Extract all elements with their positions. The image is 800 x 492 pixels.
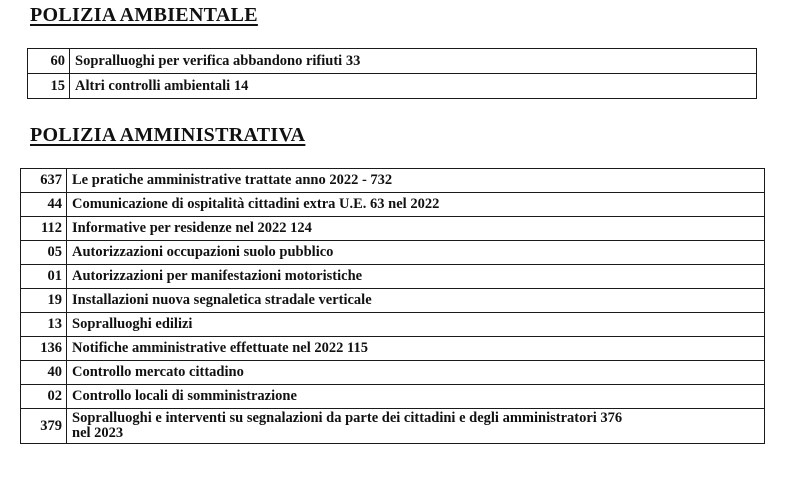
row-description: Autorizzazioni occupazioni suolo pubblico — [67, 241, 765, 265]
table-row — [21, 217, 765, 241]
row-count: 19 — [21, 289, 67, 313]
table-row — [21, 409, 765, 444]
table-row — [21, 337, 765, 361]
row-description: Comunicazione di ospitalità cittadini extra U.E. 63 nel 2022 — [67, 193, 765, 217]
row-count: 02 — [21, 385, 67, 409]
table-polizia-ambientale — [27, 48, 757, 99]
row-description: Autorizzazioni per manifestazioni motoristiche — [67, 265, 765, 289]
row-description: Le pratiche amministrative trattate anno 2022 - 732 — [67, 169, 765, 193]
row-description: Informative per residenze nel 2022 124 — [67, 217, 765, 241]
section-title-polizia-amministrativa: POLIZIA AMMINISTRATIVA — [30, 124, 306, 146]
section-title-polizia-ambientale: POLIZIA AMBIENTALE — [30, 4, 258, 26]
row-description: Controllo mercato cittadino — [67, 361, 765, 385]
row-count: 112 — [21, 217, 67, 241]
row-count: 637 — [21, 169, 67, 193]
row-description-line-2: nel 2023 — [72, 425, 124, 441]
row-count: 40 — [21, 361, 67, 385]
row-count: 379 — [21, 409, 67, 444]
table-row — [21, 313, 765, 337]
row-count: 60 — [28, 49, 70, 74]
row-description: Controllo locali di somministrazione — [67, 385, 765, 409]
row-description: Sopralluoghi per verifica abbandono rifiuti 33 — [70, 49, 757, 74]
row-count: 44 — [21, 193, 67, 217]
row-count: 01 — [21, 265, 67, 289]
table-row — [28, 74, 757, 99]
row-description: Notifiche amministrative effettuate nel 2022 115 — [67, 337, 765, 361]
table-polizia-amministrativa — [20, 168, 765, 444]
row-description-line-1: Sopralluoghi e interventi su segnalazioni da parte dei cittadini e degli amministratori 376 — [72, 410, 623, 426]
table-row — [21, 193, 765, 217]
table-row — [21, 241, 765, 265]
table-row — [28, 49, 757, 74]
table-row — [21, 361, 765, 385]
table-row — [21, 385, 765, 409]
row-description-multiline — [67, 409, 765, 444]
table-row — [21, 169, 765, 193]
row-description: Sopralluoghi edilizi — [67, 313, 765, 337]
table-row — [21, 289, 765, 313]
row-description: Altri controlli ambientali 14 — [70, 74, 757, 99]
row-count: 136 — [21, 337, 67, 361]
table-row — [21, 265, 765, 289]
row-count: 05 — [21, 241, 67, 265]
row-description: Installazioni nuova segnaletica stradale verticale — [67, 289, 765, 313]
row-count: 15 — [28, 74, 70, 99]
row-count: 13 — [21, 313, 67, 337]
